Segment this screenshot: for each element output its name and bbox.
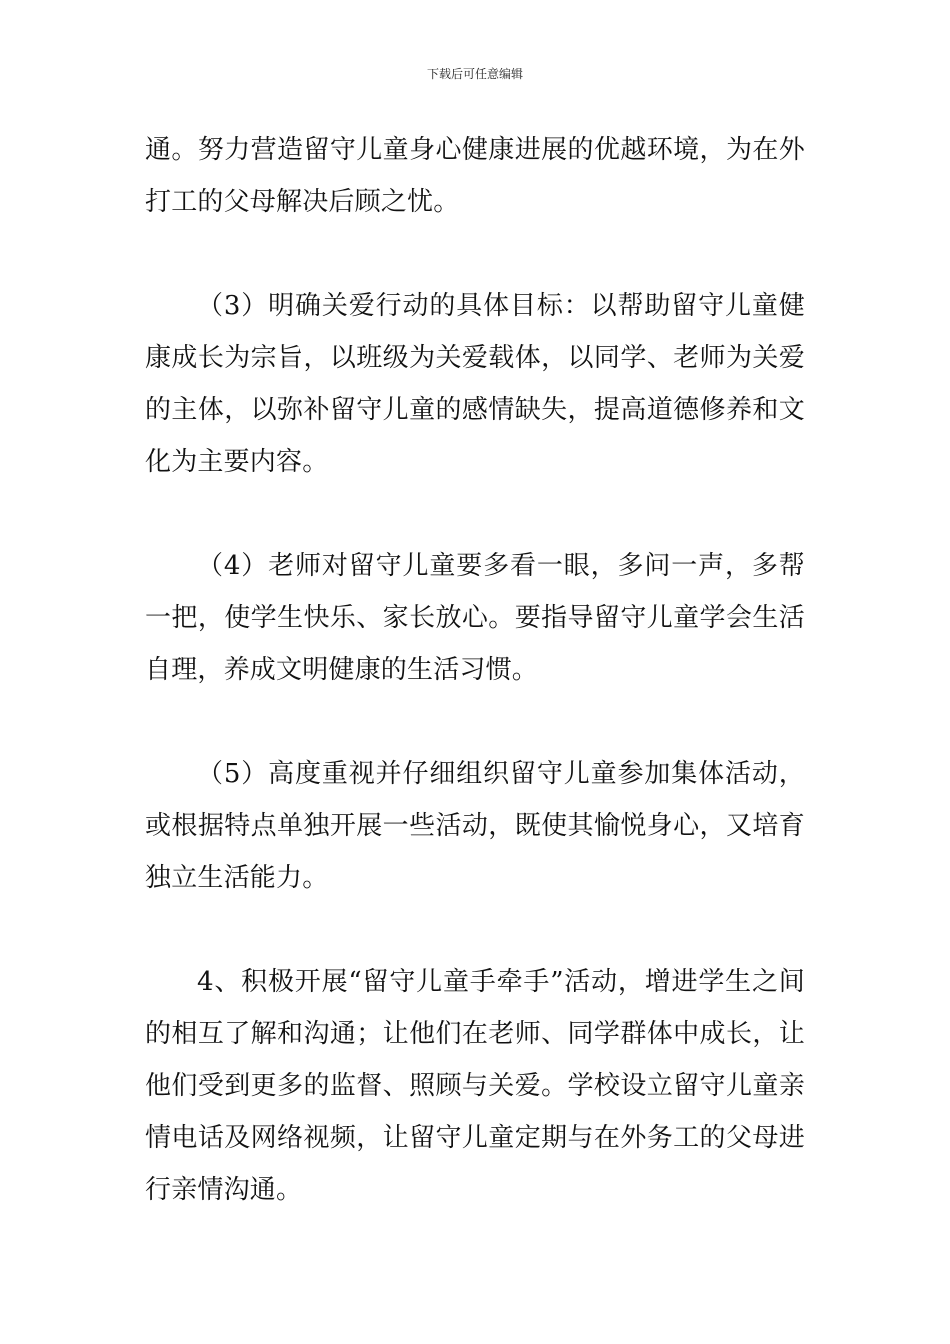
paragraph-item-5: （5）高度重视并仔细组织留守儿童参加集体活动，或根据特点单独开展一些活动，既使其愉悦身心，又培育独立生活能力。	[145, 759, 805, 893]
document-body	[145, 124, 805, 1216]
paragraph-spacer	[145, 228, 805, 280]
paragraph-item-4: （4）老师对留守儿童要多看一眼，多问一声，多帮一把，使学生快乐、家长放心。要指导留守儿童学会生活自理，养成文明健康的生活习惯。	[145, 551, 805, 685]
paragraph-continuation: 通。努力营造留守儿童身心健康进展的优越环境，为在外打工的父母解决后顾之忧。	[145, 135, 805, 217]
paragraph-item-3: （3）明确关爱行动的具体目标：以帮助留守儿童健康成长为宗旨，以班级为关爱载体，以同学、老师为关爱的主体，以弥补留守儿童的感情缺失，提高道德修养和文化为主要内容。	[145, 291, 805, 477]
paragraph-spacer	[145, 488, 805, 540]
paragraph-spacer	[145, 696, 805, 748]
paragraph-spacer	[145, 904, 805, 956]
page-header: 下载后可任意编辑	[426, 67, 523, 81]
paragraph-section-4: 4、积极开展“留守儿童手牵手”活动，增进学生之间的相互了解和沟通；让他们在老师、同学群体中成长，让他们受到更多的监督、照顾与关爱。学校设立留守儿童亲情电话及网络视频，让留守儿童定期与在外务工的父母进行亲情沟通。	[145, 967, 805, 1205]
